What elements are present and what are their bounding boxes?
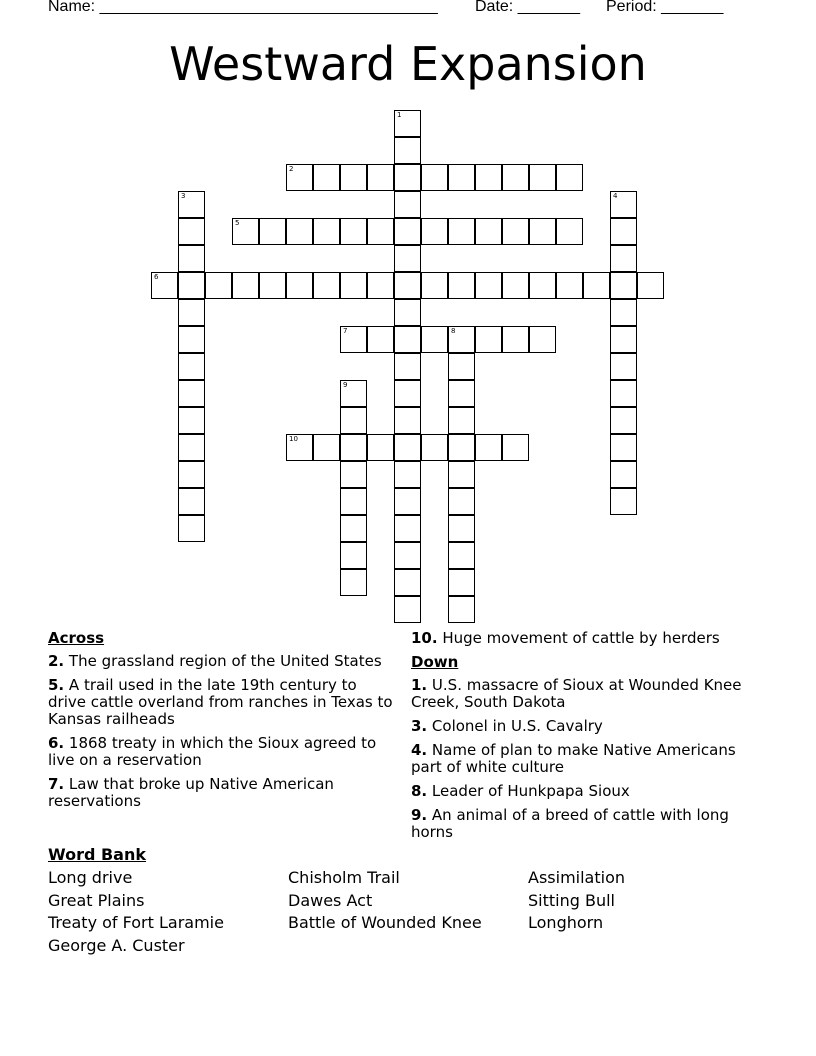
grid-cell[interactable] — [340, 434, 367, 461]
grid-cell[interactable] — [421, 326, 448, 353]
grid-cell[interactable] — [313, 164, 340, 191]
date-field[interactable]: Date: _______ — [475, 0, 580, 15]
grid-cell[interactable] — [394, 164, 421, 191]
clue-number: 4. — [411, 741, 428, 759]
clue-text: U.S. massacre of Sioux at Wounded Knee Creek, South Dakota — [411, 676, 742, 711]
grid-cell[interactable] — [178, 488, 205, 515]
grid-cell[interactable] — [259, 272, 286, 299]
grid-cell[interactable] — [313, 272, 340, 299]
grid-cell[interactable] — [340, 272, 367, 299]
grid-cell[interactable] — [394, 488, 421, 515]
clue-number-label: 6 — [154, 273, 159, 281]
grid-cell[interactable] — [502, 164, 529, 191]
period-field[interactable]: Period: _______ — [606, 0, 724, 15]
grid-cell[interactable] — [286, 164, 313, 191]
word-bank-item: Battle of Wounded Knee — [288, 913, 482, 932]
grid-cell[interactable] — [610, 326, 637, 353]
grid-cell[interactable] — [637, 272, 664, 299]
grid-cell[interactable] — [448, 569, 475, 596]
grid-cell[interactable] — [475, 272, 502, 299]
grid-cell[interactable] — [340, 542, 367, 569]
grid-cell[interactable] — [502, 218, 529, 245]
clue-number-label: 2 — [289, 165, 294, 173]
clue-down-3 — [411, 718, 771, 735]
word-bank-item: Great Plains — [48, 891, 145, 910]
grid-cell[interactable] — [502, 434, 529, 461]
grid-cell[interactable] — [475, 218, 502, 245]
clue-number: 1. — [411, 676, 428, 694]
grid-cell[interactable] — [394, 407, 421, 434]
grid-cell[interactable] — [178, 380, 205, 407]
grid-cell[interactable] — [178, 326, 205, 353]
grid-cell[interactable] — [448, 434, 475, 461]
grid-cell[interactable] — [529, 272, 556, 299]
grid-cell[interactable] — [502, 326, 529, 353]
clue-across-2 — [48, 653, 393, 670]
grid-cell[interactable] — [367, 326, 394, 353]
clue-text: Huge movement of cattle by herders — [442, 629, 720, 647]
grid-cell[interactable] — [394, 299, 421, 326]
grid-cell[interactable] — [610, 191, 637, 218]
grid-cell[interactable] — [556, 218, 583, 245]
clue-number-label: 1 — [397, 111, 402, 119]
clue-number: 7. — [48, 775, 65, 793]
grid-cell[interactable] — [421, 434, 448, 461]
grid-cell[interactable] — [178, 272, 205, 299]
grid-cell[interactable] — [340, 515, 367, 542]
grid-cell[interactable] — [367, 218, 394, 245]
grid-cell[interactable] — [448, 164, 475, 191]
grid-cell[interactable] — [340, 326, 367, 353]
right-clues — [411, 630, 771, 848]
grid-cell[interactable] — [529, 164, 556, 191]
grid-cell[interactable] — [340, 407, 367, 434]
clue-across-6 — [48, 735, 393, 769]
clue-number: 9. — [411, 806, 428, 824]
grid-cell[interactable] — [151, 272, 178, 299]
grid-cell[interactable] — [475, 434, 502, 461]
grid-cell[interactable] — [610, 407, 637, 434]
clue-number: 3. — [411, 717, 428, 735]
grid-cell[interactable] — [502, 272, 529, 299]
grid-cell[interactable] — [610, 380, 637, 407]
grid-cell[interactable] — [205, 272, 232, 299]
grid-cell[interactable] — [286, 218, 313, 245]
grid-cell[interactable] — [232, 272, 259, 299]
grid-cell[interactable] — [394, 353, 421, 380]
grid-cell[interactable] — [340, 218, 367, 245]
grid-cell[interactable] — [610, 434, 637, 461]
grid-cell[interactable] — [448, 326, 475, 353]
clue-text: 1868 treaty in which the Sioux agreed to live on a reservation — [48, 734, 377, 769]
clue-text: A trail used in the late 19th century to drive cattle overland from ranches in Texas to Kansas railheads — [48, 676, 393, 728]
clue-across-10 — [411, 630, 771, 647]
clue-number-label: 4 — [613, 192, 618, 200]
clue-across-7 — [48, 776, 393, 810]
grid-cell[interactable] — [610, 353, 637, 380]
grid-cell[interactable] — [340, 569, 367, 596]
clue-text: Name of plan to make Native Americans part of white culture — [411, 741, 736, 776]
grid-cell[interactable] — [394, 380, 421, 407]
grid-cell[interactable] — [178, 461, 205, 488]
clue-down-8 — [411, 783, 771, 800]
grid-cell[interactable] — [475, 326, 502, 353]
word-bank-heading: Word Bank — [48, 845, 147, 864]
grid-cell[interactable] — [529, 218, 556, 245]
grid-cell[interactable] — [367, 272, 394, 299]
clue-number-label: 10 — [289, 435, 298, 443]
grid-cell[interactable] — [178, 515, 205, 542]
grid-cell[interactable] — [556, 164, 583, 191]
down-heading: Down — [411, 653, 459, 671]
grid-cell[interactable] — [394, 110, 421, 137]
grid-cell[interactable] — [556, 272, 583, 299]
clue-number-label: 9 — [343, 381, 348, 389]
grid-cell[interactable] — [340, 488, 367, 515]
clue-text: Law that broke up Native American reservations — [48, 775, 334, 810]
grid-cell[interactable] — [178, 299, 205, 326]
clue-number: 10. — [411, 629, 438, 647]
grid-cell[interactable] — [448, 461, 475, 488]
grid-cell[interactable] — [394, 434, 421, 461]
grid-cell[interactable] — [448, 596, 475, 623]
grid-cell[interactable] — [448, 542, 475, 569]
grid-cell[interactable] — [313, 218, 340, 245]
grid-cell[interactable] — [394, 326, 421, 353]
grid-cell[interactable] — [394, 137, 421, 164]
grid-cell[interactable] — [394, 245, 421, 272]
grid-cell[interactable] — [448, 353, 475, 380]
grid-cell[interactable] — [178, 434, 205, 461]
clue-number-label: 3 — [181, 192, 186, 200]
grid-cell[interactable] — [178, 353, 205, 380]
grid-cell[interactable] — [340, 461, 367, 488]
clue-text: The grassland region of the United States — [68, 652, 382, 670]
grid-cell[interactable] — [610, 218, 637, 245]
grid-cell[interactable] — [178, 245, 205, 272]
grid-cell[interactable] — [178, 191, 205, 218]
clue-number: 6. — [48, 734, 65, 752]
clue-text: An animal of a breed of cattle with long horns — [411, 806, 729, 841]
grid-cell[interactable] — [394, 515, 421, 542]
across-clues — [48, 630, 393, 817]
clue-down-9 — [411, 807, 771, 841]
grid-cell[interactable] — [610, 272, 637, 299]
grid-cell[interactable] — [286, 272, 313, 299]
clue-number-label: 5 — [235, 219, 240, 227]
word-bank-item: Dawes Act — [288, 891, 373, 910]
grid-cell[interactable] — [610, 245, 637, 272]
grid-cell[interactable] — [421, 272, 448, 299]
grid-cell[interactable] — [421, 164, 448, 191]
grid-cell[interactable] — [340, 380, 367, 407]
grid-cell[interactable] — [448, 380, 475, 407]
clue-number: 5. — [48, 676, 65, 694]
grid-cell[interactable] — [313, 434, 340, 461]
grid-cell[interactable] — [583, 272, 610, 299]
grid-cell[interactable] — [448, 488, 475, 515]
word-bank-item: Treaty of Fort Laramie — [48, 913, 224, 932]
clue-text: Colonel in U.S. Cavalry — [431, 717, 603, 735]
grid-cell[interactable] — [610, 299, 637, 326]
grid-cell[interactable] — [529, 326, 556, 353]
grid-cell[interactable] — [367, 434, 394, 461]
clue-across-5 — [48, 677, 393, 728]
word-bank-item: Chisholm Trail — [288, 868, 400, 887]
grid-cell[interactable] — [448, 272, 475, 299]
grid-cell[interactable] — [178, 218, 205, 245]
grid-cell[interactable] — [448, 407, 475, 434]
grid-cell[interactable] — [610, 461, 637, 488]
grid-cell[interactable] — [394, 542, 421, 569]
grid-cell[interactable] — [421, 218, 448, 245]
grid-cell[interactable] — [394, 272, 421, 299]
clue-number: 8. — [411, 782, 428, 800]
word-bank-item: Sitting Bull — [528, 891, 615, 910]
grid-cell[interactable] — [259, 218, 286, 245]
grid-cell[interactable] — [610, 488, 637, 515]
grid-cell[interactable] — [475, 164, 502, 191]
grid-cell[interactable] — [394, 569, 421, 596]
word-bank-item: Long drive — [48, 868, 133, 887]
grid-cell[interactable] — [340, 164, 367, 191]
grid-cell[interactable] — [286, 434, 313, 461]
word-bank-item: Assimilation — [528, 868, 625, 887]
grid-cell[interactable] — [394, 191, 421, 218]
clue-number: 2. — [48, 652, 65, 670]
grid-cell[interactable] — [232, 218, 259, 245]
clue-number-label: 8 — [451, 327, 456, 335]
clue-down-4 — [411, 742, 771, 776]
word-bank-item: George A. Custer — [48, 936, 185, 955]
grid-cell[interactable] — [394, 461, 421, 488]
across-heading: Across — [48, 629, 105, 647]
name-field[interactable]: Name: ______________________________________ — [48, 0, 438, 15]
page-title: Westward Expansion — [169, 37, 647, 91]
grid-cell[interactable] — [178, 407, 205, 434]
grid-cell[interactable] — [367, 164, 394, 191]
grid-cell[interactable] — [394, 218, 421, 245]
clue-number-label: 7 — [343, 327, 348, 335]
word-bank-item: Longhorn — [528, 913, 604, 932]
grid-cell[interactable] — [448, 515, 475, 542]
grid-cell[interactable] — [448, 218, 475, 245]
grid-cell[interactable] — [394, 596, 421, 623]
clue-down-1 — [411, 677, 771, 711]
clue-text: Leader of Hunkpapa Sioux — [431, 782, 630, 800]
